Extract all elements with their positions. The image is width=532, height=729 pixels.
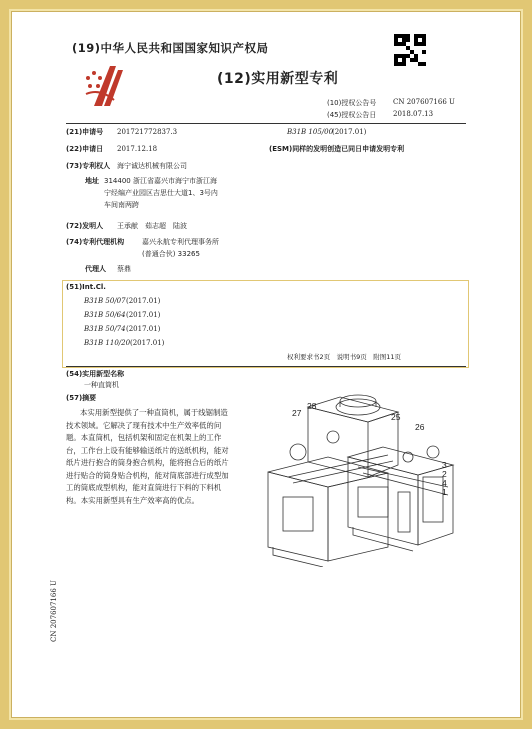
intcl-code: B31B 110/20 bbox=[84, 339, 131, 347]
inventors: 王承献 茹志超 陆波 bbox=[117, 222, 187, 230]
intcl-code: B31B 50/74 bbox=[84, 325, 126, 333]
agent: 蔡鼎 bbox=[117, 265, 131, 273]
cnipa-logo-icon bbox=[80, 62, 138, 110]
abstract-label: (57)摘要 bbox=[66, 394, 97, 402]
intcl-label: (51)Int.Cl. bbox=[66, 283, 106, 291]
agent-label: 代理人 bbox=[85, 265, 106, 273]
address-label: 地址 bbox=[85, 177, 99, 185]
ipc-main-year: (2017.01) bbox=[332, 128, 367, 136]
agency-label: (74)专利代理机构 bbox=[66, 238, 125, 246]
figure-label: 1 bbox=[442, 487, 447, 497]
figure-label: 27 bbox=[292, 408, 302, 418]
figure-label: 26 bbox=[415, 422, 425, 432]
intcl-code: B31B 50/64 bbox=[84, 311, 126, 319]
pub-no: CN 207607166 U bbox=[393, 98, 455, 106]
office-name: (19)中华人民共和国国家知识产权局 bbox=[72, 41, 269, 55]
abstract-text: 本实用新型提供了一种直筒机，属于线锯制造技术领域。它解决了现有技术中生产效率低的问题。本直筒机，包括机架和固定在机架上的工作台，工作台上设有能够输送纸片的送纸机构，能对纸片进行抱合的筒身抱合机构，能将抱合后的纸片进行贴合的筒身贴合机构，能对筒底部进行成型加工的筒底成型机构，能对直筒进行下料的下料机构。本实用新型具有生产效率高的优点。 bbox=[66, 408, 229, 505]
side-publication-number: CN 207607166 U bbox=[50, 580, 58, 642]
qr-code-icon bbox=[394, 34, 426, 66]
figure-label: 2 bbox=[442, 469, 447, 479]
address-line: 314400 浙江省嘉兴市海宁市浙江海 bbox=[104, 177, 217, 185]
agency-line: 嘉兴永航专利代理事务所 bbox=[142, 238, 219, 246]
intcl-year: (2017.01) bbox=[130, 339, 165, 347]
document-type: (12)实用新型专利 bbox=[217, 71, 339, 87]
figure-label: 3 bbox=[442, 460, 447, 470]
app-no: 201721772837.3 bbox=[117, 128, 178, 136]
utility-title: 一种直筒机 bbox=[84, 381, 119, 389]
machine-drawing bbox=[248, 377, 466, 567]
page-counts: 权利要求书2页 说明书9页 附图11页 bbox=[287, 353, 402, 361]
intcl-code: B31B 50/07 bbox=[84, 297, 126, 305]
intcl-year: (2017.01) bbox=[126, 325, 161, 333]
app-date-label: (22)申请日 bbox=[66, 145, 104, 153]
esm-note: (ESM)同样的发明创造已同日申请发明专利 bbox=[269, 145, 405, 153]
agency-line: (普通合伙) 33265 bbox=[142, 250, 200, 258]
pub-date: 2018.07.13 bbox=[393, 110, 434, 118]
pub-no-label: (10)授权公告号 bbox=[327, 99, 377, 107]
figure-label: 25 bbox=[391, 412, 401, 422]
pub-date-label: (45)授权公告日 bbox=[327, 111, 377, 119]
app-date: 2017.12.18 bbox=[117, 145, 158, 153]
patentee: 海宁诚达机械有限公司 bbox=[117, 162, 187, 170]
figure-label: 4 bbox=[442, 478, 447, 488]
patentee-label: (73)专利权人 bbox=[66, 162, 111, 170]
ipc-main: B31B 105/00 bbox=[287, 128, 334, 136]
inventor-label: (72)发明人 bbox=[66, 222, 104, 230]
figure-label: 28 bbox=[307, 401, 317, 411]
address-line: 车间南两跨 bbox=[104, 201, 139, 209]
intcl-year: (2017.01) bbox=[126, 297, 161, 305]
patent-page bbox=[22, 22, 510, 708]
header-rule bbox=[66, 123, 466, 124]
section-rule bbox=[66, 366, 466, 367]
app-no-label: (21)申请号 bbox=[66, 128, 104, 136]
title-label: (54)实用新型名称 bbox=[66, 370, 125, 378]
intcl-year: (2017.01) bbox=[126, 311, 161, 319]
address-line: 宁经编产业园区吉思仕大道1、3号内 bbox=[104, 189, 218, 197]
